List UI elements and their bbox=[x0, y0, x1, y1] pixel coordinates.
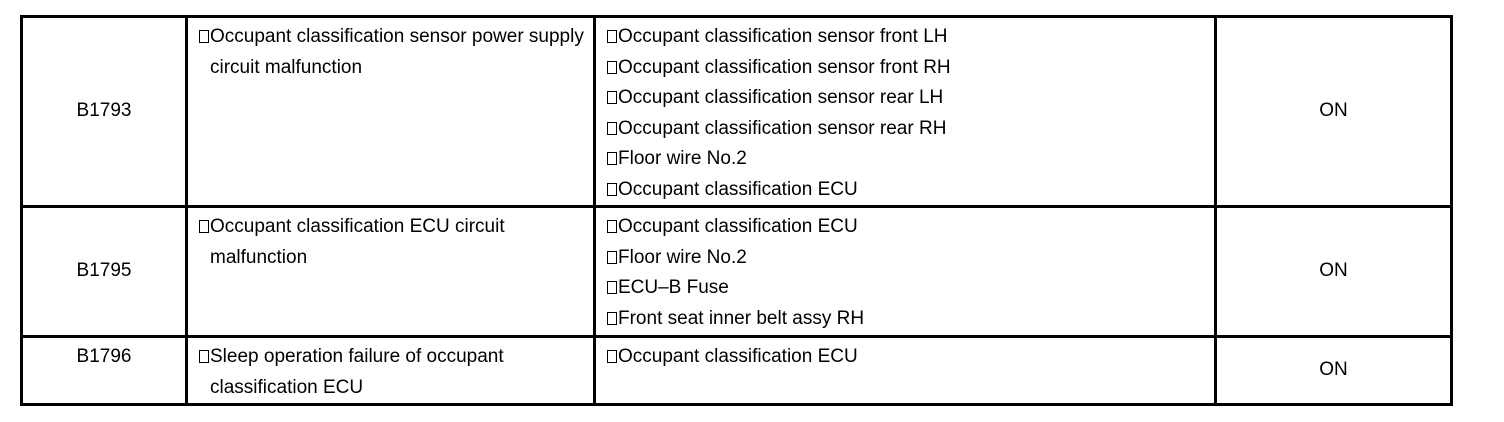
detection-item-cell bbox=[187, 207, 595, 337]
warning-light-cell bbox=[1216, 337, 1452, 405]
trouble-area: ECU–B Fuse bbox=[618, 277, 729, 298]
dtc-code: B1795 bbox=[76, 260, 132, 282]
list-item bbox=[607, 114, 1206, 145]
dtc-code: B1796 bbox=[76, 346, 132, 367]
trouble-area: Floor wire No.2 bbox=[618, 246, 747, 268]
dtc-table bbox=[20, 15, 1453, 406]
trouble-area-cell bbox=[595, 337, 1216, 405]
table-row bbox=[22, 337, 1452, 405]
checkbox-bullet-icon bbox=[199, 220, 209, 233]
list-item bbox=[607, 304, 1206, 335]
checkbox-bullet-icon bbox=[607, 122, 617, 135]
checkbox-bullet-icon bbox=[607, 220, 617, 233]
detection-item-cell bbox=[187, 17, 595, 207]
list-item bbox=[607, 175, 1206, 206]
warning-light-cell bbox=[1216, 17, 1452, 207]
trouble-area-cell bbox=[595, 17, 1216, 207]
detection-item-cell bbox=[187, 337, 595, 405]
checkbox-bullet-icon bbox=[607, 30, 617, 43]
checkbox-bullet-icon bbox=[607, 61, 617, 74]
trouble-area: Occupant classification sensor rear RH bbox=[618, 117, 947, 139]
checkbox-bullet-icon bbox=[199, 30, 209, 43]
checkbox-bullet-icon bbox=[607, 91, 617, 104]
trouble-area: Occupant classification sensor rear LH bbox=[618, 87, 944, 108]
detection-item: Occupant classification sensor power supply circuit malfunction bbox=[210, 26, 584, 78]
list-item bbox=[607, 83, 1206, 114]
list-item bbox=[607, 22, 1206, 53]
checkbox-bullet-icon bbox=[607, 251, 617, 264]
trouble-area-cell bbox=[595, 207, 1216, 337]
list-item bbox=[607, 212, 1206, 243]
warning-light-status: ON bbox=[1319, 100, 1348, 122]
detection-item: Sleep operation failure of occupant classification ECU bbox=[210, 346, 504, 398]
dtc-code: B1793 bbox=[76, 100, 132, 122]
list-item bbox=[607, 53, 1206, 84]
list-item bbox=[607, 273, 1206, 304]
dtc-code-cell bbox=[22, 207, 187, 337]
table-row bbox=[22, 207, 1452, 337]
checkbox-bullet-icon bbox=[607, 312, 617, 325]
trouble-area: Occupant classification sensor front RH bbox=[618, 56, 951, 78]
warning-light-status: ON bbox=[1319, 260, 1348, 282]
list-item bbox=[607, 342, 1206, 373]
dtc-code-cell bbox=[22, 17, 187, 207]
trouble-area: Floor wire No.2 bbox=[618, 148, 747, 169]
trouble-area: Occupant classification sensor front LH bbox=[618, 26, 948, 47]
checkbox-bullet-icon bbox=[607, 281, 617, 294]
trouble-area: Occupant classification ECU bbox=[618, 216, 858, 237]
trouble-area: Occupant classification ECU bbox=[618, 178, 858, 200]
checkbox-bullet-icon bbox=[607, 350, 617, 363]
trouble-area: Occupant classification ECU bbox=[618, 346, 858, 367]
list-item bbox=[607, 144, 1206, 175]
checkbox-bullet-icon bbox=[199, 350, 209, 363]
warning-light-status: ON bbox=[1319, 359, 1348, 381]
warning-light-cell bbox=[1216, 207, 1452, 337]
detection-item: Occupant classification ECU circuit malfunction bbox=[210, 216, 505, 268]
dtc-code-cell bbox=[22, 337, 187, 405]
list-item bbox=[607, 243, 1206, 274]
trouble-area: Front seat inner belt assy RH bbox=[618, 307, 865, 329]
checkbox-bullet-icon bbox=[607, 183, 617, 196]
table-row bbox=[22, 17, 1452, 207]
checkbox-bullet-icon bbox=[607, 152, 617, 165]
